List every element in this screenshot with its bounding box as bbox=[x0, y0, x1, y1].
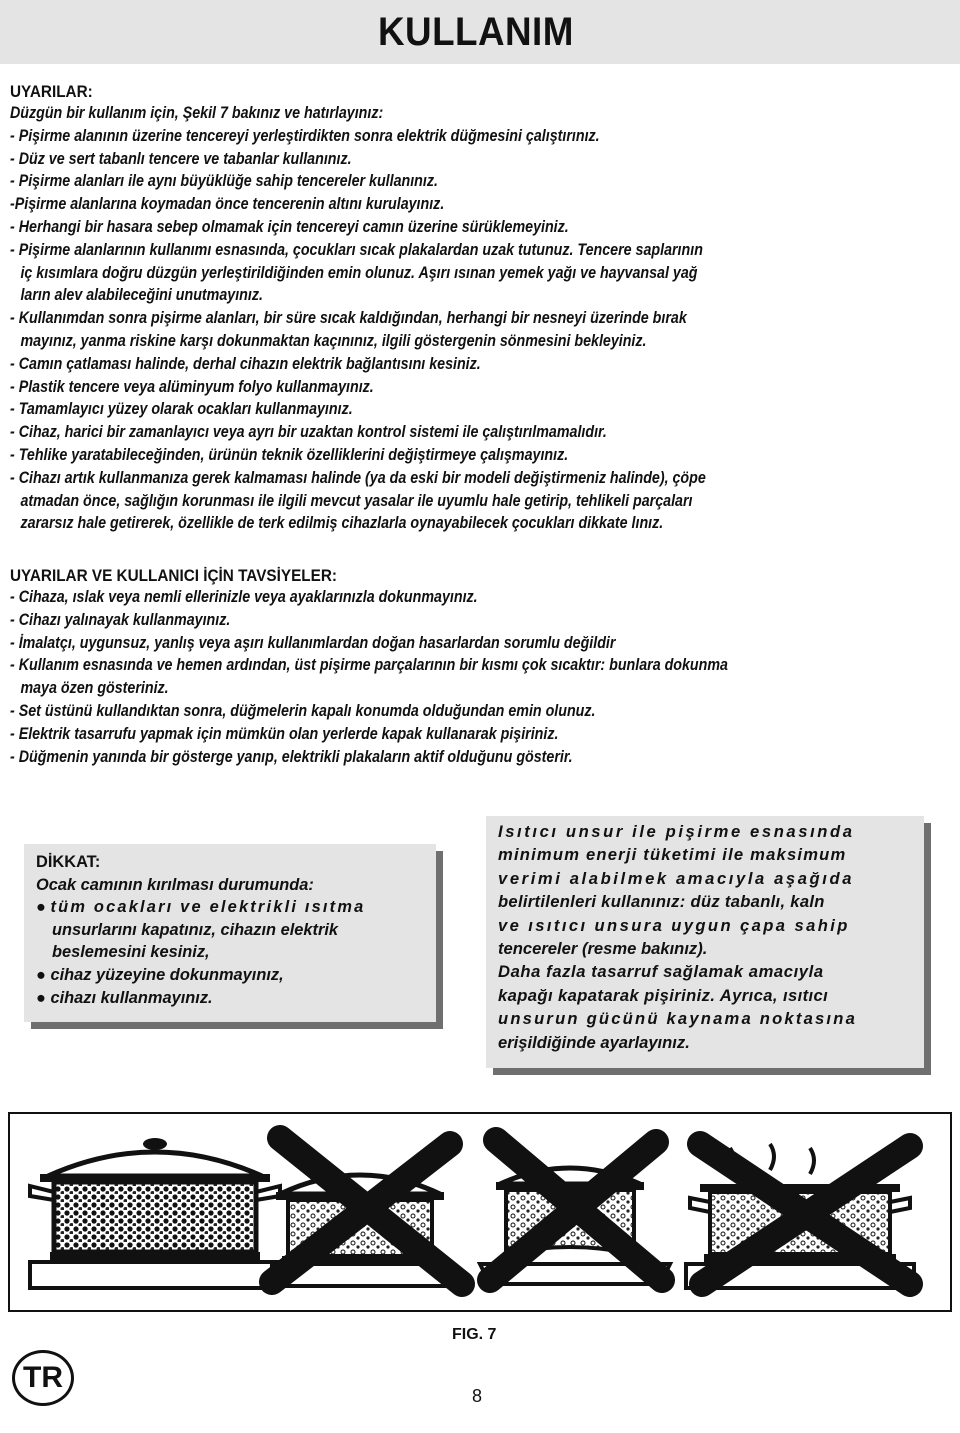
tip-line: - Kullanım esnasında ve hemen ardından, üst pişirme parçalarının bir kısmı çok sıcaktır: bunlara dokunma bbox=[10, 656, 728, 675]
attention-intro: Ocak camının kırılması durumunda: bbox=[36, 875, 314, 894]
language-badge: TR bbox=[12, 1350, 74, 1406]
attention-item-line: tüm ocakları ve elektrikli ısıtma bbox=[50, 898, 366, 917]
warnings-body bbox=[10, 102, 819, 535]
figure-caption: FIG. 7 bbox=[452, 1326, 497, 1343]
pot-wrong-size bbox=[272, 1138, 462, 1286]
page-title: KULLANIM bbox=[378, 10, 574, 54]
warning-line: - Camın çatlaması halinde, derhal cihazın elektrik bağlantısını kesiniz. bbox=[10, 354, 481, 373]
warning-line: - Düz ve sert tabanlı tencere ve tabanlar kullanınız. bbox=[10, 149, 352, 168]
warning-line: Düzgün bir kullanım için, Şekil 7 bakınız ve hatırlayınız: bbox=[10, 104, 384, 122]
tip-line: - Düğmenin yanında bir gösterge yanıp, elektrikli plakaların aktif olduğunu gösterir. bbox=[10, 747, 573, 766]
tip-line: - Cihaza, ıslak veya nemli ellerinizle veya ayaklarınızla dokunmayınız. bbox=[10, 588, 478, 606]
energy-line: erişildiğinde ayarlayınız. bbox=[498, 1032, 690, 1052]
warning-line: - Pişirme alanının üzerine tencereyi yerleştirdikten sonra elektrik düğmesini çalıştırınız. bbox=[10, 126, 600, 145]
warning-line: iç kısımlara doğru düzgün yerleştirildiğinden emin olunuz. Aşırı ısınan yemek yağı ve hayvansal yağ bbox=[20, 263, 698, 282]
energy-line: verimi alabilmek amacıyla aşağıda bbox=[498, 868, 855, 888]
pot-uneven-base bbox=[480, 1140, 670, 1284]
warning-line: atmadan önce, sağlığın korunması ile ilgili mevcut yasalar ile uyumlu hale getirip, tehlikeli parçaları bbox=[20, 491, 693, 510]
tip-line: maya özen gösteriniz. bbox=[20, 679, 169, 698]
tips-body bbox=[10, 586, 819, 768]
attention-title: DİKKAT: bbox=[36, 853, 101, 871]
warning-line: - Cihazı artık kullanmanıza gerek kalmaması halinde (ya da eski bir modeli değiştirmeniz halinde), çöpe bbox=[10, 468, 706, 487]
warning-line: -Pişirme alanlarına koymadan önce tencerenin altını kurulayınız. bbox=[10, 195, 445, 214]
tip-line: - Elektrik tasarrufu yapmak için mümkün olan yerlerde kapak kullanarak pişiriniz. bbox=[10, 724, 559, 743]
attention-box bbox=[24, 844, 436, 1022]
tips-title: UYARILAR VE KULLANICI İÇİN TAVSİYELER: bbox=[10, 566, 337, 585]
pots-illustration bbox=[10, 1114, 950, 1310]
pot-no-lid bbox=[686, 1144, 914, 1288]
warning-line: - Tamamlayıcı yüzey olarak ocakları kullanmayınız. bbox=[10, 400, 353, 419]
energy-line: tencereler (resme bakınız). bbox=[498, 939, 708, 959]
energy-line: kapağı kapatarak pişiriniz. Ayrıca, ısıtıcı bbox=[498, 985, 829, 1005]
attention-item-line: unsurlarını kapatınız, cihazın elektrik bbox=[52, 920, 339, 939]
bullet-icon: ● bbox=[36, 965, 46, 984]
page-number: 8 bbox=[472, 1386, 483, 1406]
attention-item-line: cihaz yüzeyine dokunmayınız, bbox=[50, 965, 284, 984]
attention-item-line: cihazı kullanmayınız. bbox=[50, 988, 213, 1007]
tip-line: - Set üstünü kullandıktan sonra, düğmelerin kapalı konumda olduğundan emin olunuz. bbox=[10, 701, 596, 720]
attention-item bbox=[36, 964, 365, 987]
bullet-icon: ● bbox=[36, 898, 46, 917]
tip-line: - İmalatçı, uygunsuz, yanlış veya aşırı kullanımlardan doğan hasarlardan sorumlu değildir bbox=[10, 633, 616, 652]
warning-line: - Cihaz, harici bir zamanlayıcı veya ayrı bir uzaktan kontrol sistemi ile çalıştırılmamalıdır. bbox=[10, 423, 607, 442]
pots-figure bbox=[8, 1112, 952, 1312]
warning-line: - Tehlike yaratabileceğinden, ürünün teknik özelliklerini değiştirmeye çalışmayınız. bbox=[10, 445, 569, 464]
warning-line: - Plastik tencere veya alüminyum folyo kullanmayınız. bbox=[10, 377, 374, 396]
warnings-section bbox=[10, 82, 940, 535]
energy-line: Daha fazla tasarruf sağlamak amacıyla bbox=[498, 962, 824, 982]
energy-line: ve ısıtıcı unsura uygun çapa sahip bbox=[498, 915, 850, 935]
warning-line: - Pişirme alanları ile aynı büyüklüğe sahip tencereler kullanınız. bbox=[10, 172, 438, 191]
warning-line: - Pişirme alanlarının kullanımı esnasında, çocukları sıcak plakalardan uzak tutunuz. Tencere saplarının bbox=[10, 240, 703, 259]
warning-line: zararsız hale getirerek, özellikle de terk edilmiş cihazlarla oynayabilecek çocukları dikkate lınız. bbox=[20, 514, 664, 533]
warning-line: mayınız, yanma riskine karşı dokunmaktan kaçınınız, ilgili göstergenin sönmesini bekleyiniz. bbox=[20, 331, 647, 350]
warning-line: - Kullanımdan sonra pişirme alanları, bir süre sıcak kaldığından, herhangi bir nesneyi üzerinde bırak bbox=[10, 309, 687, 328]
warning-line: - Herhangi bir hasara sebep olmamak için tencereyi camın üzerine sürüklemeyiniz. bbox=[10, 217, 569, 236]
attention-item-line: beslemesini kesiniz, bbox=[52, 943, 210, 962]
energy-line: Isıtıcı unsur ile pişirme esnasında bbox=[498, 822, 855, 841]
tip-line: - Cihazı yalınayak kullanmayınız. bbox=[10, 610, 231, 629]
energy-line: belirtilenleri kullanınız: düz tabanlı, kaln bbox=[498, 892, 825, 912]
energy-line: unsurun gücünü kaynama noktasına bbox=[498, 1009, 857, 1029]
tips-section bbox=[10, 566, 940, 768]
attention-item bbox=[36, 896, 365, 919]
warnings-title: UYARILAR: bbox=[10, 82, 93, 101]
energy-box bbox=[486, 816, 924, 1068]
pot-correct bbox=[30, 1138, 280, 1288]
attention-item bbox=[36, 987, 365, 1010]
warning-line: ların alev alabileceğini unutmayınız. bbox=[20, 286, 263, 305]
bullet-icon: ● bbox=[36, 988, 46, 1007]
energy-line: minimum enerji tüketimi ile maksimum bbox=[498, 845, 847, 865]
